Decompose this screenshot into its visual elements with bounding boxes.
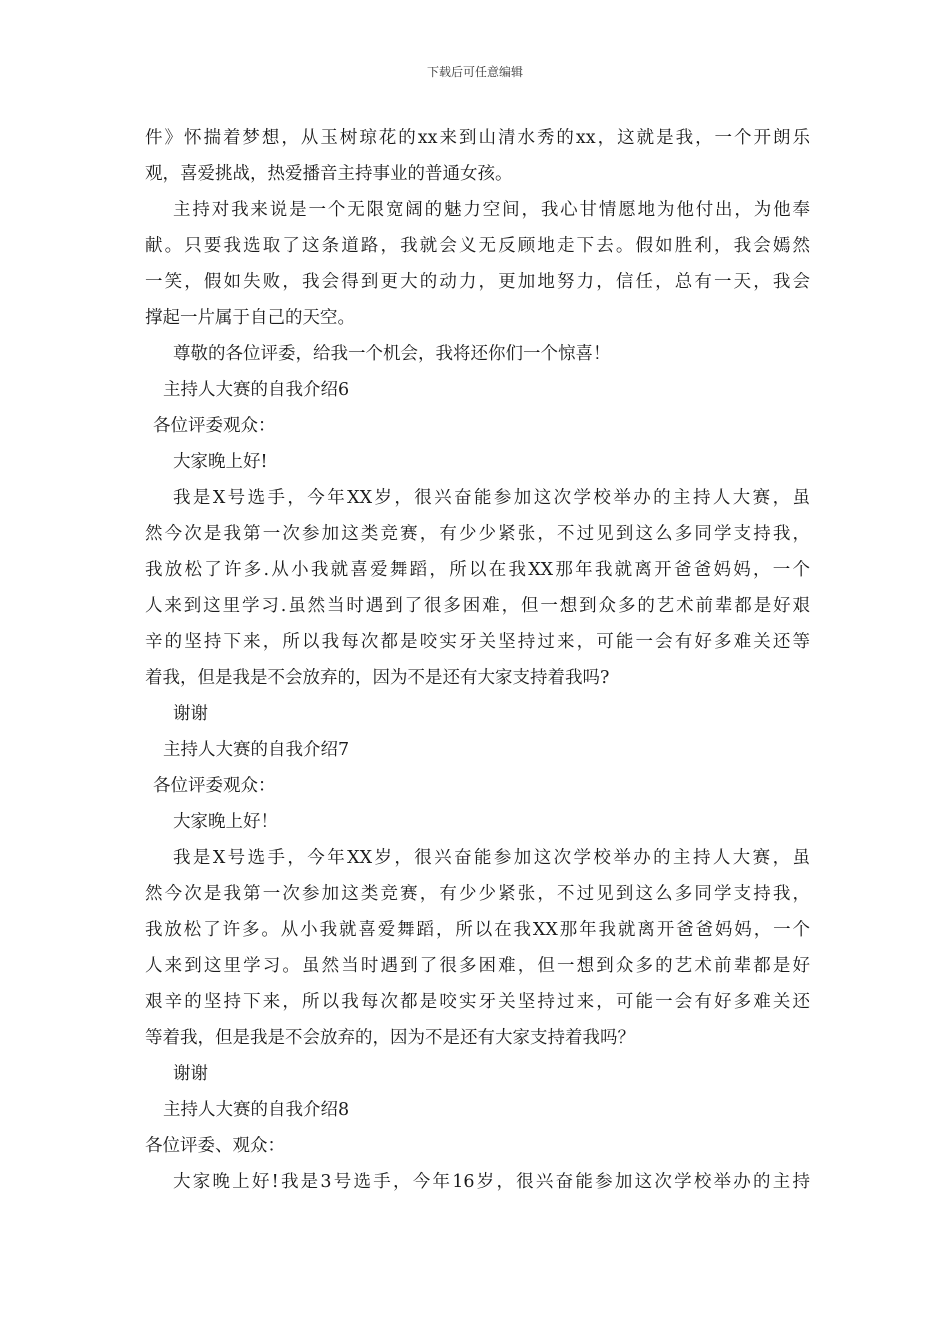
paragraph-line: 撑起一片属于自己的天空。 [145,308,355,328]
paragraph-line: 我放松了许多.从小我就喜爱舞蹈，所以在我XX那年我就离开爸爸妈妈，一个 [145,560,810,580]
document-body [145,120,810,1200]
paragraph-line: 主持对我来说是一个无限宽阔的魅力空间，我心甘情愿地为他付出，为他奉 [173,200,810,220]
paragraph-line: 一笑，假如失败，我会得到更大的动力，更加地努力，信任，总有一天，我会 [145,272,810,292]
paragraph-line: 人来到这里学习。虽然当时遇到了很多困难，但一想到众多的艺术前辈都是好 [145,956,810,976]
paragraph-line: 艰辛的坚持下来，所以我每次都是咬实牙关坚持过来，可能一会有好多难关还 [145,992,810,1012]
paragraph-line: 观，喜爱挑战，热爱播音主持事业的普通女孩。 [145,164,513,184]
paragraph-line: 献。只要我选取了这条道路，我就会义无反顾地走下去。假如胜利，我会嫣然 [145,236,810,256]
section-heading: 主持人大赛的自我介绍7 [163,740,350,760]
paragraph-line: 我是X号选手，今年XX岁，很兴奋能参加这次学校举办的主持人大赛，虽 [173,488,810,508]
page-header: 下载后可任意编辑 [426,65,523,79]
paragraph-line: 大家晚上好!我是3号选手，今年16岁，很兴奋能参加这次学校举办的主持 [173,1172,810,1192]
paragraph-line: 件》怀揣着梦想，从玉树琼花的xx来到山清水秀的xx，这就是我，一个开朗乐 [145,128,810,148]
greeting: 大家晚上好！ [173,812,278,832]
section-heading: 主持人大赛的自我介绍8 [163,1100,350,1120]
salutation: 各位评委观众： [153,416,276,436]
paragraph-line: 我放松了许多。从小我就喜爱舞蹈，所以在我XX那年我就离开爸爸妈妈，一个 [145,920,810,940]
salutation: 各位评委观众： [153,776,276,796]
paragraph-line: 然今次是我第一次参加这类竞赛，有少少紧张，不过见到这么多同学支持我， [145,884,810,904]
section-heading: 主持人大赛的自我介绍6 [163,380,350,400]
paragraph-line: 等着我，但是我是不会放弃的，因为不是还有大家支持着我吗？ [145,1028,635,1048]
salutation: 各位评委、观众： [145,1136,285,1156]
paragraph-line: 辛的坚持下来，所以我每次都是咬实牙关坚持过来，可能一会有好多难关还等 [145,632,810,652]
closing: 谢谢 [173,1064,208,1084]
paragraph-line: 尊敬的各位评委，给我一个机会，我将还你们一个惊喜！ [173,344,611,364]
paragraph-line: 然今次是我第一次参加这类竞赛，有少少紧张，不过见到这么多同学支持我， [145,524,810,544]
paragraph-line: 着我，但是我是不会放弃的，因为不是还有大家支持着我吗? [145,668,610,688]
paragraph-line: 我是X号选手，今年XX岁，很兴奋能参加这次学校举办的主持人大赛，虽 [173,848,810,868]
greeting: 大家晚上好! [173,452,268,472]
paragraph-line: 人来到这里学习.虽然当时遇到了很多困难，但一想到众多的艺术前辈都是好艰 [145,596,810,616]
closing: 谢谢 [173,704,208,724]
